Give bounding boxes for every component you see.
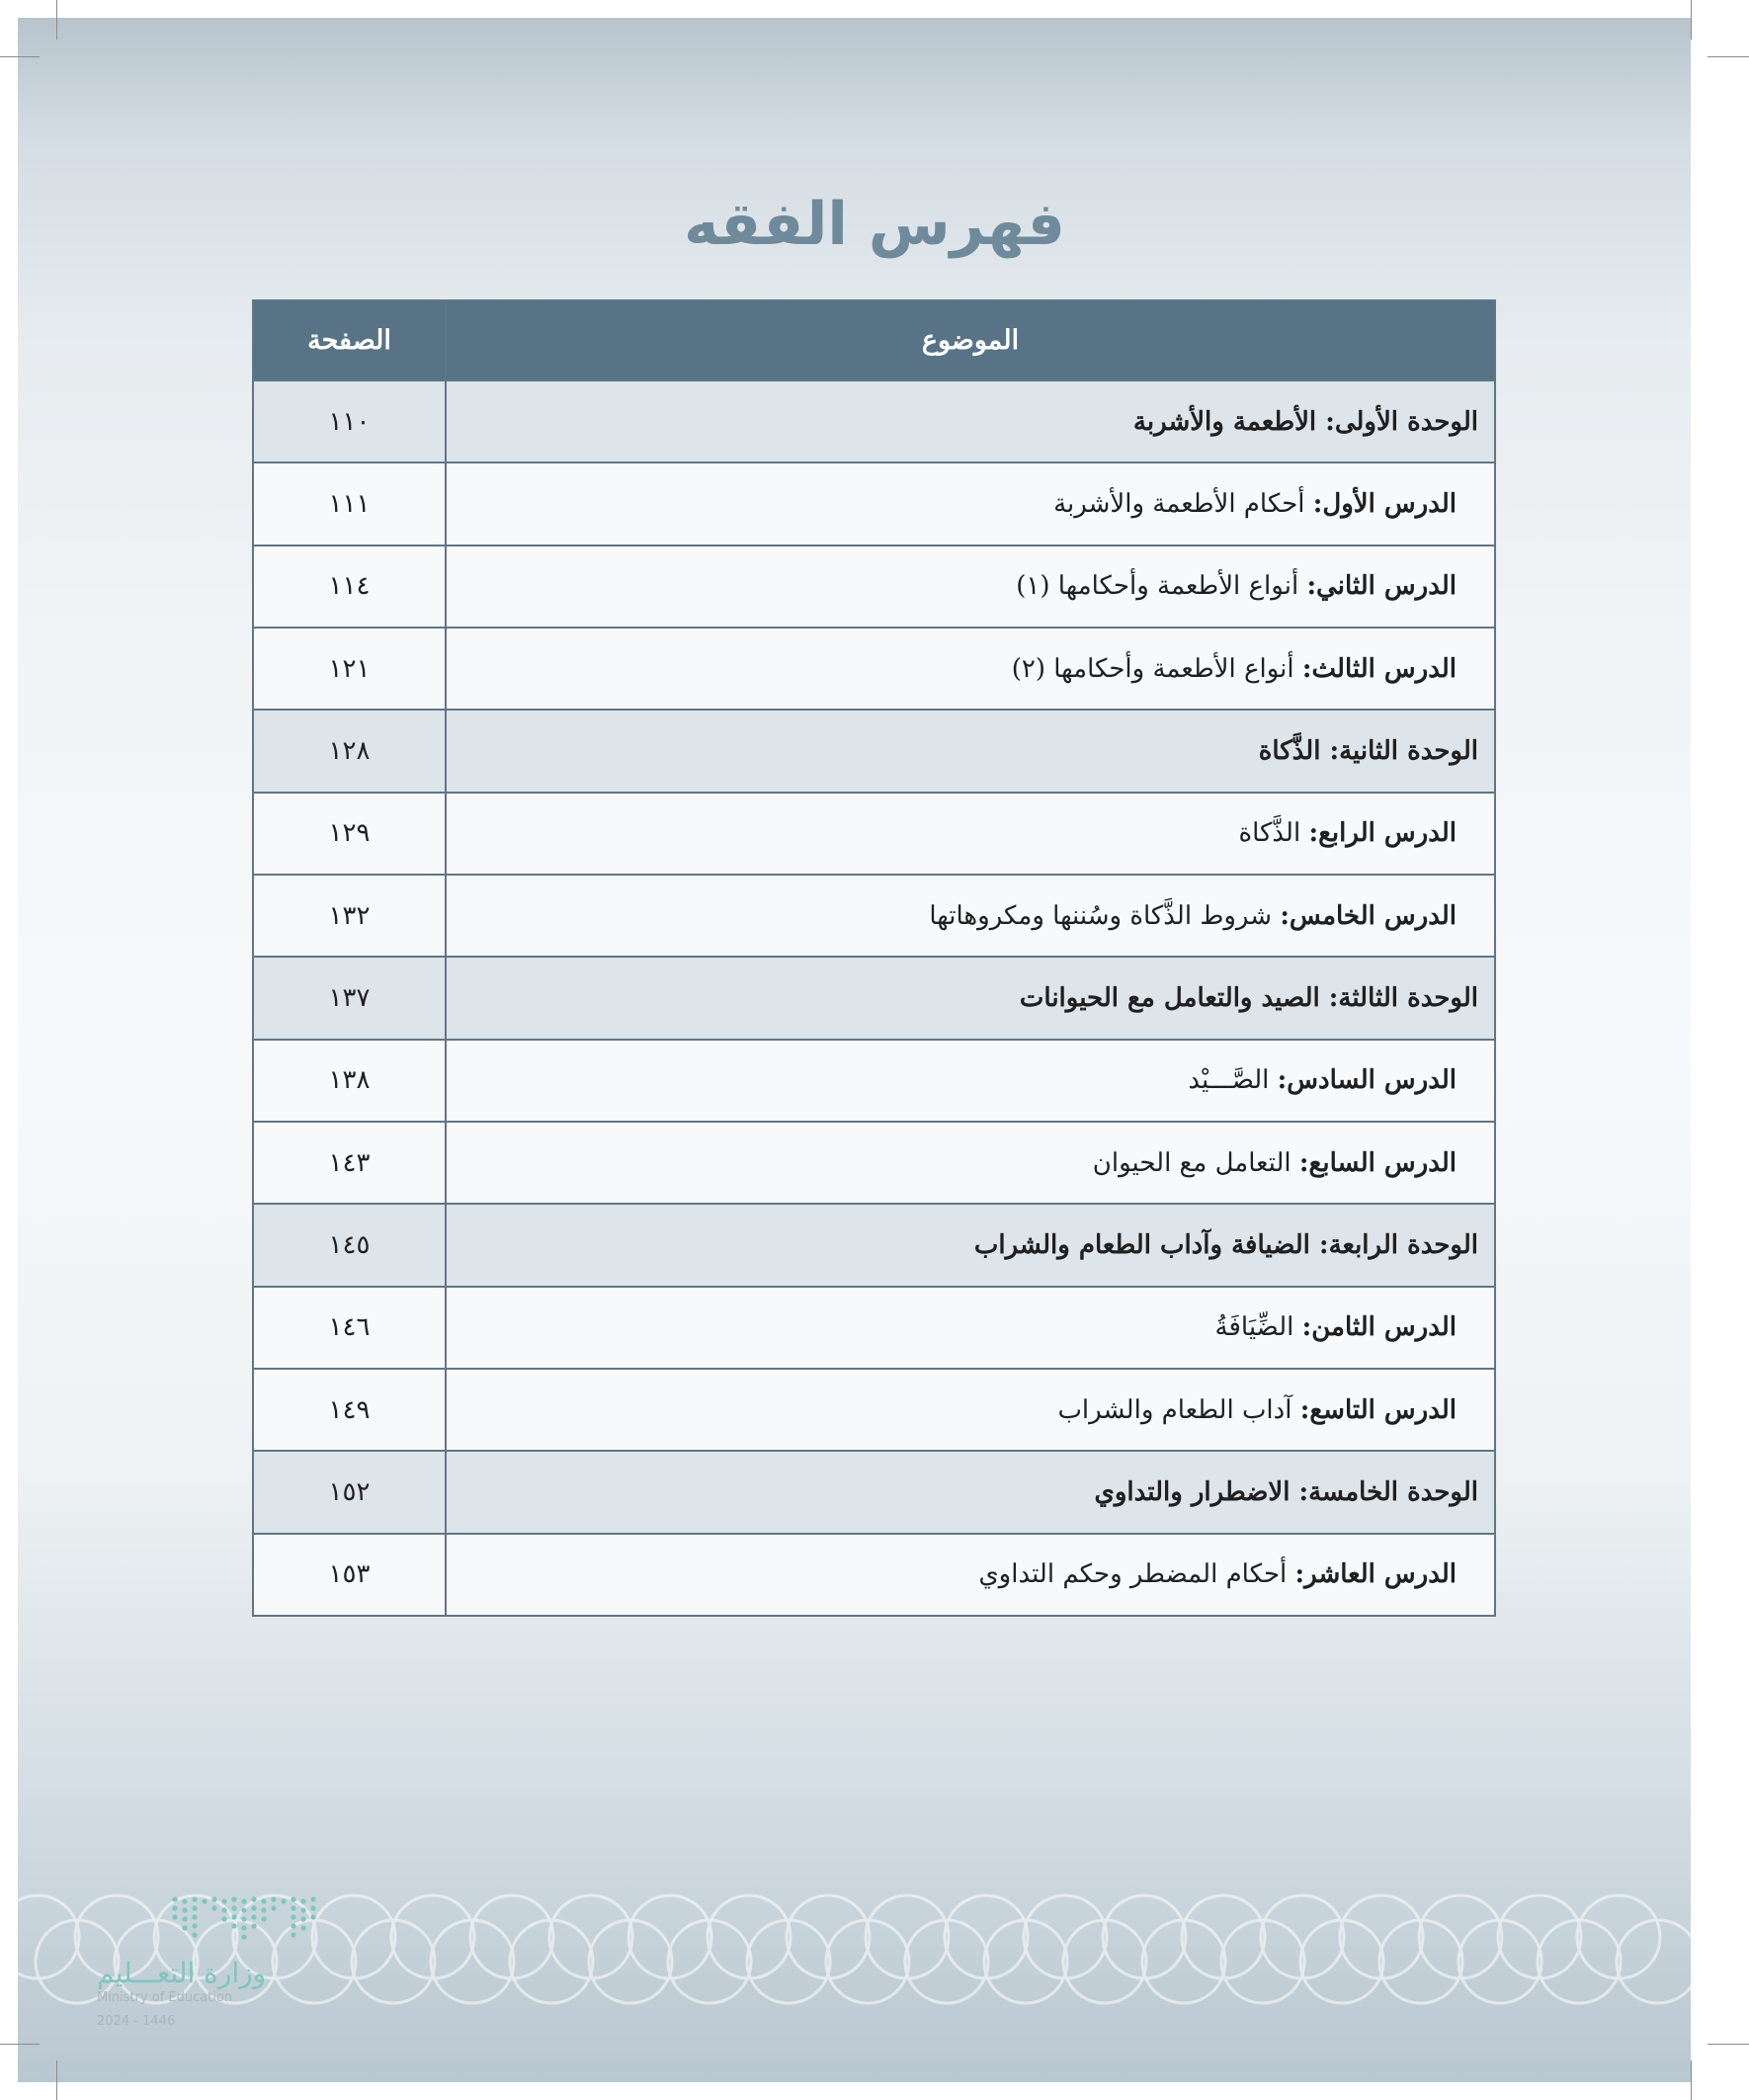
ornament-band (18, 1868, 1691, 2036)
topic-label: الدرس الثاني: (1306, 571, 1457, 602)
topic-cell (446, 875, 1495, 957)
topic-text: الأطعمة والأشربة (1132, 406, 1317, 437)
lesson-row (253, 1369, 1495, 1451)
topic-label: الوحدة الثانية: (1329, 735, 1478, 766)
topic-text: الضِّيَافَةُ (1214, 1312, 1294, 1343)
ministry-logo-icon (170, 1894, 318, 1944)
topic-label: الدرس الثالث: (1301, 653, 1457, 684)
page-number: ١٤٥ (253, 1204, 446, 1286)
page-number: ١٣٢ (253, 875, 446, 957)
topic-text: أحكام المضطر وحكم التداوي (978, 1559, 1288, 1590)
topic-text: الصَّـــيْد (1188, 1065, 1270, 1096)
page-number: ١٥٢ (253, 1451, 446, 1533)
unit-row (253, 1451, 1495, 1533)
topic-cell (446, 1040, 1495, 1122)
unit-row (253, 710, 1495, 792)
topic-label: الدرس العاشر: (1294, 1559, 1457, 1590)
topic-cell (446, 546, 1495, 628)
topic-label: الدرس الثامن: (1301, 1312, 1457, 1343)
topic-label: الوحدة الأولى: (1325, 406, 1478, 437)
toc-table (252, 299, 1496, 1617)
crop-mark (1691, 0, 1692, 40)
crop-mark (1707, 56, 1749, 57)
lesson-row (253, 462, 1495, 545)
page-number: ١٢٩ (253, 793, 446, 875)
topic-text: أنواع الأطعمة وأحكامها (١) (1016, 571, 1299, 602)
page-number: ١١٤ (253, 546, 446, 628)
lesson-row (253, 875, 1495, 957)
topic-text: الاضطرار والتداوي (1094, 1476, 1291, 1507)
header-topic: الموضوع (446, 300, 1495, 380)
page-number: ١٤٦ (253, 1287, 446, 1369)
lesson-row (253, 1287, 1495, 1369)
lesson-row (253, 793, 1495, 875)
topic-label: الدرس الخامس: (1280, 900, 1457, 931)
lesson-row (253, 546, 1495, 628)
lesson-row (253, 1040, 1495, 1122)
topic-label: الدرس الرابع: (1308, 818, 1457, 849)
topic-cell (446, 1451, 1495, 1533)
crop-mark (0, 56, 40, 57)
lesson-row (253, 1122, 1495, 1204)
ministry-name-ar: وزارة التعـــليم (97, 1957, 267, 1989)
topic-cell (446, 1287, 1495, 1369)
topic-label: الدرس السابع: (1298, 1147, 1457, 1178)
page-number: ١١١ (253, 462, 446, 545)
page-number: ١٣٨ (253, 1040, 446, 1122)
page-number: ١٢٨ (253, 710, 446, 792)
edition-year: 2024 - 1446 (97, 2014, 176, 2029)
crop-mark (1707, 2044, 1749, 2045)
topic-cell (446, 1534, 1495, 1616)
ministry-name-en: Ministry of Education (97, 1990, 233, 2005)
topic-text: الضيافة وآداب الطعام والشراب (973, 1229, 1310, 1260)
topic-cell (446, 793, 1495, 875)
topic-cell (446, 957, 1495, 1039)
page-number: ١٣٧ (253, 957, 446, 1039)
unit-row (253, 1204, 1495, 1286)
topic-cell (446, 628, 1495, 710)
lesson-row (253, 628, 1495, 710)
topic-label: الدرس الأول: (1312, 488, 1457, 519)
topic-cell (446, 1369, 1495, 1451)
topic-cell (446, 1122, 1495, 1204)
topic-cell (446, 710, 1495, 792)
crop-mark (56, 0, 57, 40)
page-number: ١٤٣ (253, 1122, 446, 1204)
topic-text: شروط الذَّكاة وسُننها ومكروهاتها (929, 900, 1273, 931)
page-title: فهرس الفقه (684, 190, 1065, 259)
topic-cell (446, 380, 1495, 462)
toc-header-row (253, 300, 1495, 380)
crop-mark (56, 2060, 57, 2100)
topic-cell (446, 1204, 1495, 1286)
topic-text: آداب الطعام والشراب (1057, 1394, 1292, 1425)
topic-text: الصيد والتعامل مع الحيوانات (1019, 982, 1320, 1013)
topic-label: الوحدة الخامسة: (1298, 1476, 1478, 1507)
topic-text: الذَّكاة (1258, 735, 1321, 766)
unit-row (253, 380, 1495, 462)
topic-label: الوحدة الثالثة: (1328, 982, 1478, 1013)
topic-label: الدرس السادس: (1277, 1065, 1457, 1096)
topic-text: أحكام الأطعمة والأشربة (1053, 488, 1305, 519)
topic-label: الدرس التاسع: (1299, 1394, 1457, 1425)
page-number: ١٢١ (253, 628, 446, 710)
topic-cell (446, 462, 1495, 545)
crop-mark (1691, 2060, 1692, 2100)
topic-label: الوحدة الرابعة: (1318, 1229, 1478, 1260)
header-page: الصفحة (253, 300, 446, 380)
crop-mark (0, 2044, 40, 2045)
topic-text: الذَّكاة (1238, 818, 1301, 849)
topic-text: أنواع الأطعمة وأحكامها (٢) (1011, 653, 1294, 684)
lesson-row (253, 1534, 1495, 1616)
unit-row (253, 957, 1495, 1039)
topic-text: التعامل مع الحيوان (1092, 1147, 1291, 1178)
page-number: ١١٠ (253, 380, 446, 462)
page-number: ١٥٣ (253, 1534, 446, 1616)
page-number: ١٤٩ (253, 1369, 446, 1451)
